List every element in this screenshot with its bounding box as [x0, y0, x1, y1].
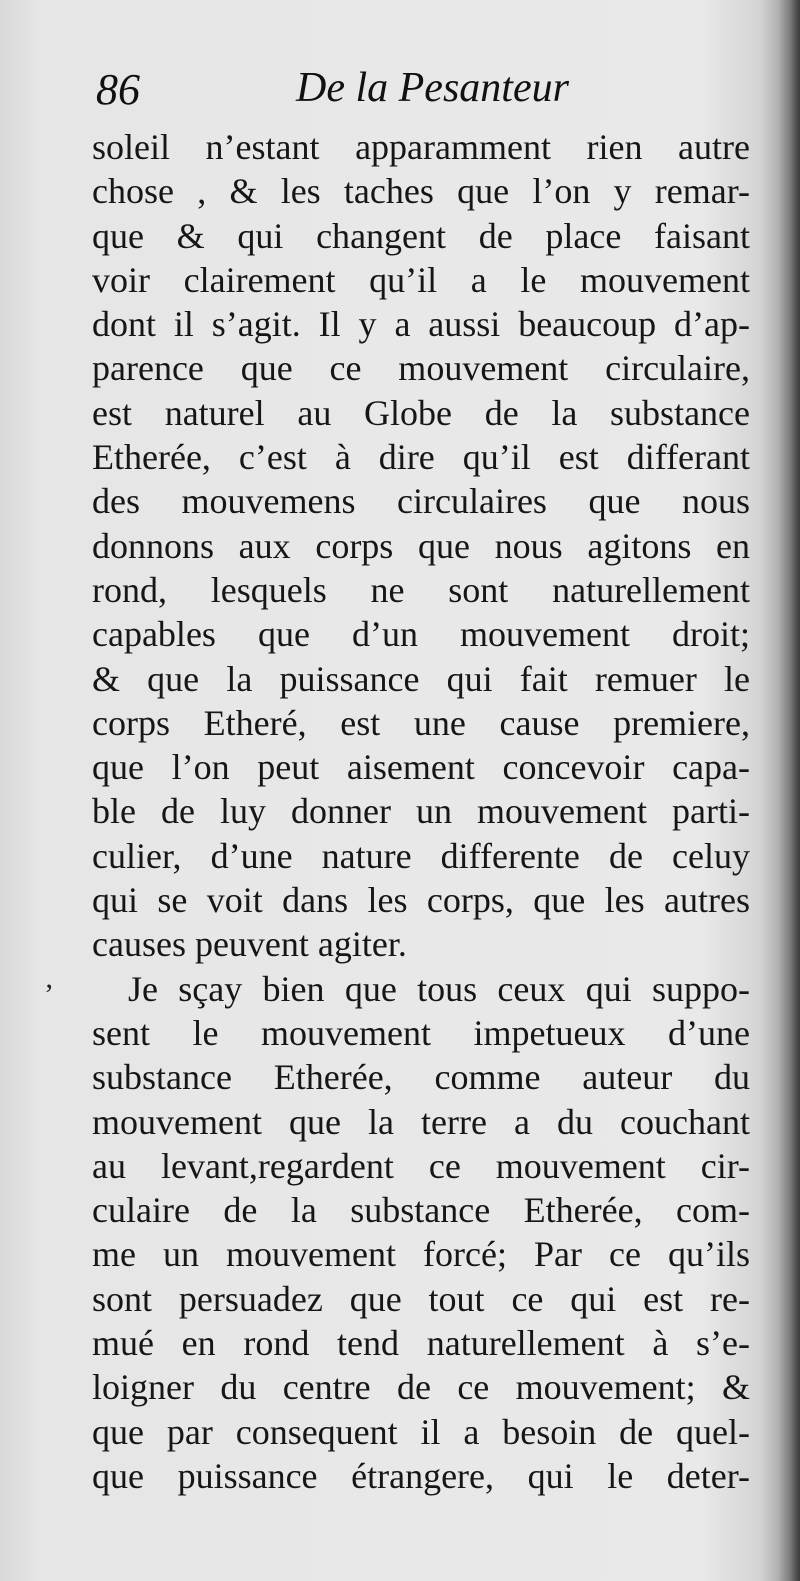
text-line: des mouvemens circulaires que nous [92, 481, 750, 522]
running-title: De la Pesanteur [296, 65, 569, 111]
page-gutter-shadow [778, 0, 800, 1581]
text-line: me un mouvement forcé; Par ce qu’ils [92, 1234, 750, 1275]
text-line: Etherée, c’est à dire qu’il est differant [92, 437, 750, 478]
text-line: mué en rond tend naturellement à s’e- [92, 1323, 750, 1364]
text-line: causes peuvent agiter. [92, 924, 407, 965]
text-line: substance Etherée, comme auteur du [92, 1057, 750, 1098]
text-line: capables que d’un mouvement droit; [92, 614, 750, 655]
text-line: mouvement que la terre a du couchant [92, 1101, 750, 1142]
text-line: rond, lesquels ne sont naturellement [92, 569, 750, 610]
text-line: ble de luy donner un mouvement parti- [92, 791, 750, 832]
margin-mark: ’ [44, 978, 54, 1011]
text-line: que puissance étrangere, qui le deter- [92, 1455, 750, 1496]
text-line: que & qui changent de place faisant [92, 215, 750, 256]
text-line: culaire de la substance Etherée, com- [92, 1190, 750, 1231]
text-line: donnons aux corps que nous agitons en [92, 525, 750, 566]
text-line: corps Etheré, est une cause premiere, [92, 702, 750, 743]
text-line: chose , & les taches que l’on y remar- [92, 171, 750, 212]
text-line: Je sçay bien que tous ceux qui suppo- [128, 968, 750, 1009]
text-line: parence que ce mouvement circulaire, [92, 348, 750, 389]
body-text [92, 125, 750, 1498]
page-number: 86 [96, 65, 140, 114]
text-line: sent le mouvement impetueux d’une [92, 1012, 750, 1053]
text-line: dont il s’agit. Il y a aussi beaucoup d’ap- [92, 304, 750, 345]
text-line: que par consequent il a besoin de quel- [92, 1411, 750, 1452]
text-line: soleil n’estant apparamment rien autre [92, 127, 750, 167]
text-line: & que la puissance qui fait remuer le [92, 658, 750, 699]
text-line: culier, d’une nature differente de celuy [92, 835, 750, 876]
text-line: sont persuadez que tout ce qui est re- [92, 1278, 750, 1319]
text-line: qui se voit dans les corps, que les autres [92, 880, 750, 921]
text-line: que l’on peut aisement concevoir capa- [92, 747, 750, 788]
page-header [96, 64, 756, 124]
text-line: voir clairement qu’il a le mouvement [92, 259, 750, 300]
text-line: est naturel au Globe de la substance [92, 392, 750, 433]
text-line: au levant,regardent ce mouvement cir- [92, 1145, 750, 1186]
text-line: loigner du centre de ce mouvement; & [92, 1367, 750, 1408]
